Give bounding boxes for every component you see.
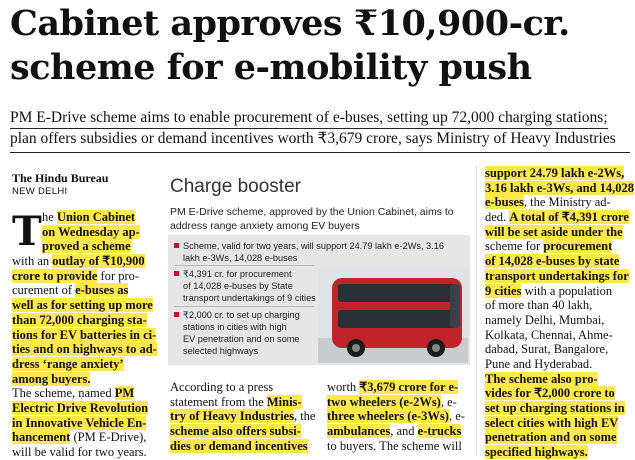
text-line [12, 239, 157, 254]
text-line [327, 439, 472, 454]
column-divider [476, 166, 477, 456]
text-run: ded. [485, 210, 510, 225]
highlighted-text: on Wednesday ap- [42, 224, 140, 239]
text-line [12, 298, 157, 313]
highlighted-text: than 72,000 charging sta- [12, 312, 147, 327]
text-line [12, 225, 157, 240]
text-line [485, 254, 630, 269]
text-run: (PM E-Drive), [70, 430, 147, 445]
bullet-3-line-4: selected highways [183, 346, 259, 356]
article-column-4 [485, 166, 634, 460]
infobox-title: Charge booster [170, 176, 301, 197]
highlighted-text: specified highways. [485, 445, 588, 460]
text-line [12, 430, 157, 445]
highlighted-text: 3.16 lakh e-3Ws, and 14,028 [485, 180, 634, 195]
bullet-3-line-3: EV penetration and on some [183, 334, 300, 344]
text-line [170, 395, 318, 410]
highlighted-text: of 14,028 e-buses by state [485, 254, 620, 269]
highlighted-text: e-buses [485, 195, 524, 210]
infobox-bullet-3 [174, 309, 300, 357]
highlighted-text: Minis- [266, 394, 302, 409]
text-line [327, 380, 472, 395]
text-run: , the Ministry ad- [523, 195, 611, 210]
highlighted-text: Union Cabinet [56, 210, 136, 224]
infobox-subtitle-line-1: PM E-Drive scheme, approved by the Union Cabinet, aims to [170, 206, 454, 218]
infobox-bullet-1 [174, 240, 444, 264]
text-line [485, 416, 630, 431]
text-line [485, 430, 630, 445]
text-run: Kolkata, Chennai, Ahme- [485, 327, 613, 342]
highlighted-text: tions for EV batteries in ci- [12, 327, 157, 342]
text-line [485, 357, 630, 372]
text-line [485, 210, 630, 225]
bullet-1-line-1: Scheme, valid for two years, will support 24.79 lakh e-2Ws, 3.16 [183, 241, 444, 251]
drop-cap: T [12, 208, 42, 255]
text-run: of more than 40 lakh, [485, 298, 593, 313]
electric-bus-image [318, 268, 468, 363]
text-line [485, 401, 630, 416]
highlighted-text: in Innovative Vehicle En- [12, 415, 147, 430]
deck [10, 108, 630, 149]
text-line [485, 284, 630, 299]
highlighted-text: penetration and on some [485, 430, 617, 445]
text-run: namely Delhi, Mumbai, [485, 312, 605, 327]
highlighted-text: support 24.79 lakh e-2Ws, [485, 166, 625, 180]
text-line [12, 357, 157, 372]
bullet-2-line-3: transport undertakings of 9 cities [183, 293, 316, 303]
text-line [485, 298, 630, 313]
text-line [485, 372, 630, 387]
text-run: , e- [448, 409, 465, 424]
highlighted-text: ambulances [327, 424, 391, 439]
highlighted-text: try of Heavy Industries [170, 409, 294, 424]
text-line [12, 313, 157, 328]
text-run: with a population [521, 283, 613, 298]
text-line [485, 386, 630, 401]
highlighted-text: procurement [543, 239, 613, 254]
text-run: , e- [440, 394, 457, 409]
highlighted-text: proved a scheme [42, 239, 131, 254]
deck-line-1: PM E-Drive scheme aims to enable procurement of e-buses, setting up 72,000 charging stations; [10, 108, 608, 129]
text-run: scheme for [485, 239, 544, 254]
text-line [485, 180, 634, 196]
headline [10, 2, 630, 90]
headline-line-2: scheme for e-mobility push [10, 47, 532, 88]
highlighted-text: hancement [12, 430, 71, 445]
article-column-1 [12, 210, 157, 460]
infobox-subtitle [170, 205, 470, 233]
text-line [12, 445, 157, 460]
highlighted-text: ties and on highways to ad- [12, 342, 157, 357]
bullet-2-line-2: of 14,028 e-buses by State [183, 281, 293, 291]
text-run: he [42, 210, 57, 224]
text-line [170, 380, 318, 395]
infobox-separator [174, 265, 314, 266]
bullet-3-line-2: stations in cities with high [183, 322, 287, 332]
text-line [485, 166, 630, 181]
highlighted-text: e-buses as [75, 283, 129, 298]
text-line [327, 409, 472, 424]
highlighted-text: select cities with high EV [485, 415, 619, 430]
text-run: worth [327, 380, 360, 394]
text-run: will be valid for two years. [12, 445, 147, 459]
bullet-square-icon [174, 243, 179, 248]
highlighted-text: ₹3,679 crore for e- [359, 380, 459, 394]
text-run: statement from the [170, 394, 267, 409]
text-run: , and [390, 424, 418, 439]
article-column-3 [327, 380, 472, 453]
headline-line-1: Cabinet approves ₹10,900-cr. [10, 3, 570, 44]
highlighted-text: The scheme also pro- [485, 371, 598, 386]
text-line [485, 342, 630, 357]
highlighted-text: will be set aside under the [485, 224, 623, 239]
dateline: NEW DELHI [12, 186, 68, 197]
text-line [12, 283, 157, 298]
highlighted-text: three wheelers (e-3Ws) [327, 409, 449, 424]
highlighted-text: vides for ₹2,000 crore to [485, 386, 615, 401]
text-line [485, 269, 630, 284]
highlighted-text: A total of ₹4,391 crore [509, 210, 629, 225]
highlighted-text: dress ‘range anxiety’ [12, 356, 124, 371]
text-line [327, 395, 472, 410]
infobox-bullet-2 [174, 268, 316, 304]
text-line [485, 328, 630, 343]
deck-rule [10, 152, 630, 153]
highlighted-text: among buyers. [12, 371, 91, 386]
text-line [12, 372, 157, 387]
bullet-2-line-1: ₹4,391 cr. for procurement [183, 269, 292, 279]
highlighted-text: Electric Drive Revolution [12, 400, 149, 415]
highlighted-text: 9 cities [485, 283, 522, 298]
text-line [170, 409, 318, 424]
highlighted-text: e-trucks [417, 424, 462, 439]
deck-line-2: plan offers subsidies or demand incentives worth ₹3,679 crore, says Ministry of Heavy Industries [10, 130, 616, 147]
text-line [170, 424, 318, 439]
text-line [12, 342, 157, 357]
bullet-1-line-2: lakh e-3Ws, 14,028 e-buses [183, 253, 298, 263]
text-run: dabad, Surat, Bangalore, [485, 342, 609, 357]
highlighted-text: PM [114, 386, 135, 401]
text-line [485, 313, 630, 328]
highlighted-text: scheme also offers subsi- [170, 424, 301, 439]
highlighted-text: outlay of ₹10,900 [52, 254, 145, 269]
text-line [12, 401, 157, 416]
bullet-square-icon [174, 312, 179, 317]
highlighted-text: set up charging stations in [485, 401, 625, 415]
text-line [170, 439, 318, 454]
text-run: , the [293, 409, 316, 424]
bullet-3-line-1: ₹2,000 cr. to set up charging [183, 310, 300, 320]
highlighted-text: two wheelers (e-2Ws) [327, 394, 441, 409]
text-line [12, 416, 157, 431]
article-column-2 [170, 380, 318, 453]
text-line [485, 239, 630, 254]
highlighted-text: well as for setting up more [12, 298, 153, 313]
highlighted-text: transport undertakings for [485, 268, 629, 283]
infobox-subtitle-line-2: address range anxiety among EV buyers [170, 220, 360, 232]
text-line [485, 195, 630, 210]
text-run: Pune and Hyderabad. [485, 356, 593, 371]
text-line [12, 269, 157, 284]
bullet-square-icon [174, 271, 179, 276]
text-line [485, 225, 630, 240]
text-line [12, 386, 157, 401]
text-run: The scheme, named [12, 386, 115, 401]
infobox-separator [174, 306, 314, 307]
text-run: with an [12, 254, 53, 269]
highlighted-text: crore to provide [12, 268, 98, 283]
text-run: to buyers. The scheme will [327, 438, 462, 453]
byline: The Hindu Bureau [12, 171, 109, 185]
text-run: for pro- [97, 268, 140, 283]
highlighted-text: dies or demand incentives [170, 438, 308, 453]
text-line [327, 424, 472, 439]
text-run: curement of [12, 283, 76, 298]
text-line [12, 254, 157, 269]
text-line [12, 328, 157, 343]
text-run: According to a press [170, 380, 274, 394]
text-line [12, 210, 157, 225]
